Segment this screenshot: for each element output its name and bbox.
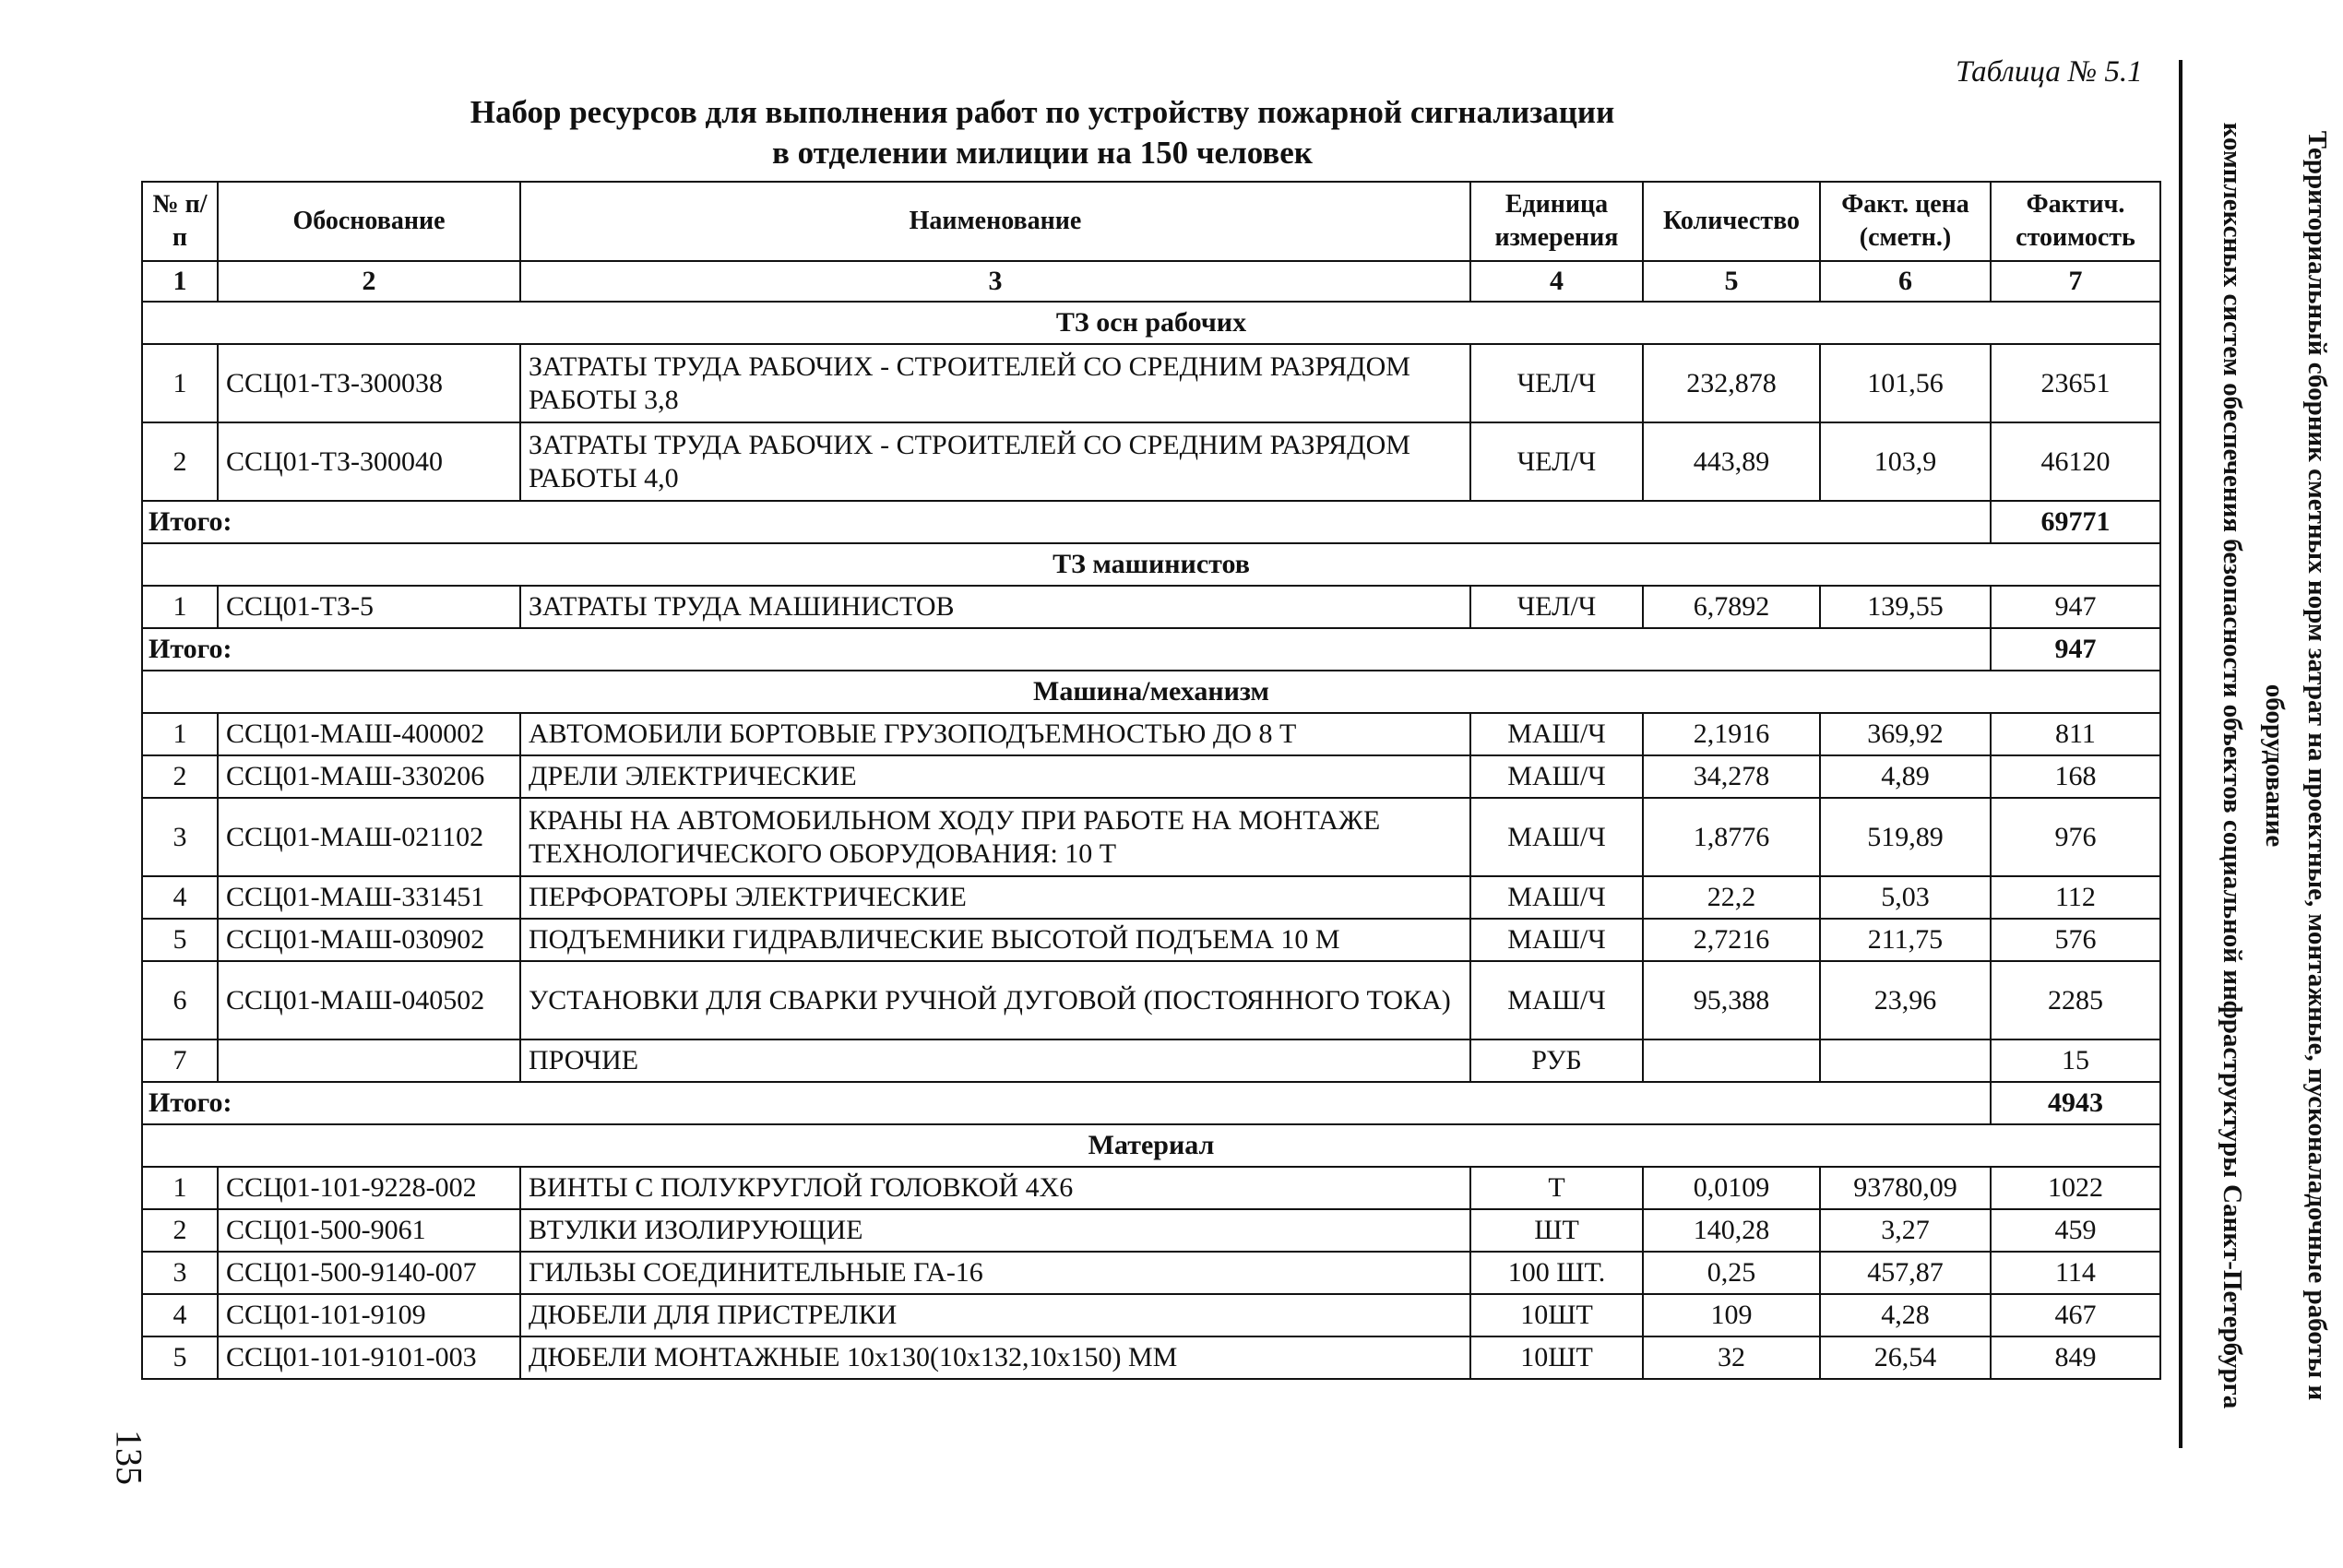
row-unit: РУБ [1470,1039,1643,1082]
row-cost: 576 [1991,919,2160,961]
row-cost: 168 [1991,755,2160,798]
side-caption-line-1: Территориальный сборник сметных норм затрат на проектные, монтажные, пусконаладочные работы и оборудование [2260,130,2332,1401]
row-unit: ЧЕЛ/Ч [1470,344,1643,422]
row-price: 23,96 [1820,961,1991,1039]
column-number: 1 [142,261,218,302]
row-number: 3 [142,798,218,876]
row-qty: 22,2 [1643,876,1820,919]
row-unit: 10ШТ [1470,1294,1643,1336]
row-number: 2 [142,422,218,501]
row-qty: 232,878 [1643,344,1820,422]
row-unit: МАШ/Ч [1470,713,1643,755]
total-row [142,1082,2160,1124]
row-number: 2 [142,755,218,798]
total-row [142,501,2160,543]
row-code [218,1039,520,1082]
row-code: ССЦ01-101-9109 [218,1294,520,1336]
row-name: ВТУЛКИ ИЗОЛИРУЮЩИЕ [520,1209,1470,1252]
row-name: АВТОМОБИЛИ БОРТОВЫЕ ГРУЗОПОДЪЕМНОСТЬЮ ДО 8 Т [520,713,1470,755]
row-qty: 443,89 [1643,422,1820,501]
section-title: Материал [142,1124,2160,1167]
row-name: ПРОЧИЕ [520,1039,1470,1082]
row-qty: 34,278 [1643,755,1820,798]
row-qty: 109 [1643,1294,1820,1336]
row-name: ГИЛЬЗЫ СОЕДИНИТЕЛЬНЫЕ ГА-16 [520,1252,1470,1294]
row-code: ССЦ01-МАШ-040502 [218,961,520,1039]
row-name: ЗАТРАТЫ ТРУДА МАШИНИСТОВ [520,586,1470,628]
row-number: 5 [142,919,218,961]
row-number: 1 [142,344,218,422]
table-row [142,876,2160,919]
row-unit: 100 ШТ. [1470,1252,1643,1294]
column-number: 2 [218,261,520,302]
row-name: ДРЕЛИ ЭЛЕКТРИЧЕСКИЕ [520,755,1470,798]
row-name: ДЮБЕЛИ МОНТАЖНЫЕ 10х130(10х132,10х150) ММ [520,1336,1470,1379]
title-line-1: Набор ресурсов для выполнения работ по устройству пожарной сигнализации [470,94,1615,130]
row-price: 101,56 [1820,344,1991,422]
row-cost: 23651 [1991,344,2160,422]
row-cost: 947 [1991,586,2160,628]
row-price: 369,92 [1820,713,1991,755]
section-header-row [142,543,2160,586]
row-price: 93780,09 [1820,1167,1991,1209]
row-qty: 2,1916 [1643,713,1820,755]
page-number: 135 [108,1430,150,1485]
row-cost: 459 [1991,1209,2160,1252]
total-label: Итого: [142,628,1991,671]
table-row [142,1336,2160,1379]
row-unit: ЧЕЛ/Ч [1470,422,1643,501]
total-value: 69771 [1991,501,2160,543]
row-cost: 2285 [1991,961,2160,1039]
row-code: ССЦ01-500-9140-007 [218,1252,520,1294]
row-name: ЗАТРАТЫ ТРУДА РАБОЧИХ - СТРОИТЕЛЕЙ СО СРЕДНИМ РАЗРЯДОМ РАБОТЫ 4,0 [520,422,1470,501]
header-basis: Обоснование [218,182,520,261]
table-label: Таблица № 5.1 [1956,55,2143,89]
row-number: 3 [142,1252,218,1294]
row-unit: МАШ/Ч [1470,919,1643,961]
row-name: ВИНТЫ С ПОЛУКРУГЛОЙ ГОЛОВКОЙ 4Х6 [520,1167,1470,1209]
row-code: ССЦ01-101-9228-002 [218,1167,520,1209]
resource-table [141,181,2161,1380]
header-price: Факт. цена (сметн.) [1820,182,1991,261]
row-code: ССЦ01-МАШ-330206 [218,755,520,798]
section-title: ТЗ осн рабочих [142,302,2160,344]
row-number: 1 [142,713,218,755]
row-cost: 976 [1991,798,2160,876]
row-price: 103,9 [1820,422,1991,501]
row-unit: Т [1470,1167,1643,1209]
row-qty [1643,1039,1820,1082]
row-cost: 1022 [1991,1167,2160,1209]
column-number-row [142,261,2160,302]
row-unit: ШТ [1470,1209,1643,1252]
row-unit: МАШ/Ч [1470,798,1643,876]
table-row [142,586,2160,628]
table-row [142,798,2160,876]
row-number: 4 [142,1294,218,1336]
row-code: ССЦ01-МАШ-400002 [218,713,520,755]
table-row [142,1167,2160,1209]
row-cost: 811 [1991,713,2160,755]
row-price [1820,1039,1991,1082]
row-code: ССЦ01-ТЗ-5 [218,586,520,628]
table-row [142,961,2160,1039]
row-price: 139,55 [1820,586,1991,628]
row-qty: 32 [1643,1336,1820,1379]
row-number: 5 [142,1336,218,1379]
table-row [142,422,2160,501]
table-row [142,344,2160,422]
row-code: ССЦ01-ТЗ-300040 [218,422,520,501]
header-cost: Фактич. стоимость [1991,182,2160,261]
row-code: ССЦ01-МАШ-030902 [218,919,520,961]
row-price: 4,28 [1820,1294,1991,1336]
row-number: 4 [142,876,218,919]
row-name: ПЕРФОРАТОРЫ ЭЛЕКТРИЧЕСКИЕ [520,876,1470,919]
total-value: 4943 [1991,1082,2160,1124]
row-cost: 849 [1991,1336,2160,1379]
row-number: 1 [142,586,218,628]
row-qty: 95,388 [1643,961,1820,1039]
header-num: № п/п [142,182,218,261]
document-title [443,92,1642,173]
table-row [142,713,2160,755]
table-row [142,1252,2160,1294]
header-row [142,182,2160,261]
row-cost: 46120 [1991,422,2160,501]
column-number: 4 [1470,261,1643,302]
row-number: 6 [142,961,218,1039]
row-name: УСТАНОВКИ ДЛЯ СВАРКИ РУЧНОЙ ДУГОВОЙ (ПОСТОЯННОГО ТОКА) [520,961,1470,1039]
table-row [142,1209,2160,1252]
row-code: ССЦ01-МАШ-331451 [218,876,520,919]
row-cost: 15 [1991,1039,2160,1082]
row-number: 1 [142,1167,218,1209]
row-cost: 467 [1991,1294,2160,1336]
row-code: ССЦ01-101-9101-003 [218,1336,520,1379]
section-header-row [142,1124,2160,1167]
column-number: 3 [520,261,1470,302]
resource-table-body [142,182,2160,1379]
section-header-row [142,671,2160,713]
row-price: 457,87 [1820,1252,1991,1294]
row-price: 3,27 [1820,1209,1991,1252]
table-row [142,755,2160,798]
total-label: Итого: [142,501,1991,543]
total-value: 947 [1991,628,2160,671]
column-number: 6 [1820,261,1991,302]
row-price: 5,03 [1820,876,1991,919]
table-row [142,1039,2160,1082]
row-unit: ЧЕЛ/Ч [1470,586,1643,628]
side-caption [2218,74,2338,1457]
section-title: ТЗ машинистов [142,543,2160,586]
row-code: ССЦ01-500-9061 [218,1209,520,1252]
row-qty: 0,25 [1643,1252,1820,1294]
row-price: 4,89 [1820,755,1991,798]
row-price: 26,54 [1820,1336,1991,1379]
row-qty: 1,8776 [1643,798,1820,876]
total-row [142,628,2160,671]
column-number: 7 [1991,261,2160,302]
row-price: 519,89 [1820,798,1991,876]
row-unit: МАШ/Ч [1470,755,1643,798]
row-name: КРАНЫ НА АВТОМОБИЛЬНОМ ХОДУ ПРИ РАБОТЕ НА МОНТАЖЕ ТЕХНОЛОГИЧЕСКОГО ОБОРУДОВАНИЯ: 10 Т [520,798,1470,876]
row-number: 7 [142,1039,218,1082]
total-label: Итого: [142,1082,1991,1124]
row-name: ПОДЪЕМНИКИ ГИДРАВЛИЧЕСКИЕ ВЫСОТОЙ ПОДЪЕМА 10 М [520,919,1470,961]
row-price: 211,75 [1820,919,1991,961]
margin-rule [2179,60,2182,1448]
row-qty: 0,0109 [1643,1167,1820,1209]
row-name: ДЮБЕЛИ ДЛЯ ПРИСТРЕЛКИ [520,1294,1470,1336]
header-name: Наименование [520,182,1470,261]
row-cost: 114 [1991,1252,2160,1294]
header-unit: Единица измерения [1470,182,1643,261]
side-caption-line-2: комплексных систем обеспечения безопасности объектов социальной инфраструктуры Санкт-Петербурга [2218,122,2247,1409]
row-unit: 10ШТ [1470,1336,1643,1379]
row-qty: 6,7892 [1643,586,1820,628]
table-row [142,1294,2160,1336]
column-number: 5 [1643,261,1820,302]
row-unit: МАШ/Ч [1470,876,1643,919]
row-code: ССЦ01-МАШ-021102 [218,798,520,876]
row-code: ССЦ01-ТЗ-300038 [218,344,520,422]
row-name: ЗАТРАТЫ ТРУДА РАБОЧИХ - СТРОИТЕЛЕЙ СО СРЕДНИМ РАЗРЯДОМ РАБОТЫ 3,8 [520,344,1470,422]
row-cost: 112 [1991,876,2160,919]
row-qty: 140,28 [1643,1209,1820,1252]
table-row [142,919,2160,961]
section-header-row [142,302,2160,344]
row-qty: 2,7216 [1643,919,1820,961]
row-unit: МАШ/Ч [1470,961,1643,1039]
header-qty: Количество [1643,182,1820,261]
section-title: Машина/механизм [142,671,2160,713]
title-line-2: в отделении милиции на 150 человек [772,135,1313,171]
row-number: 2 [142,1209,218,1252]
